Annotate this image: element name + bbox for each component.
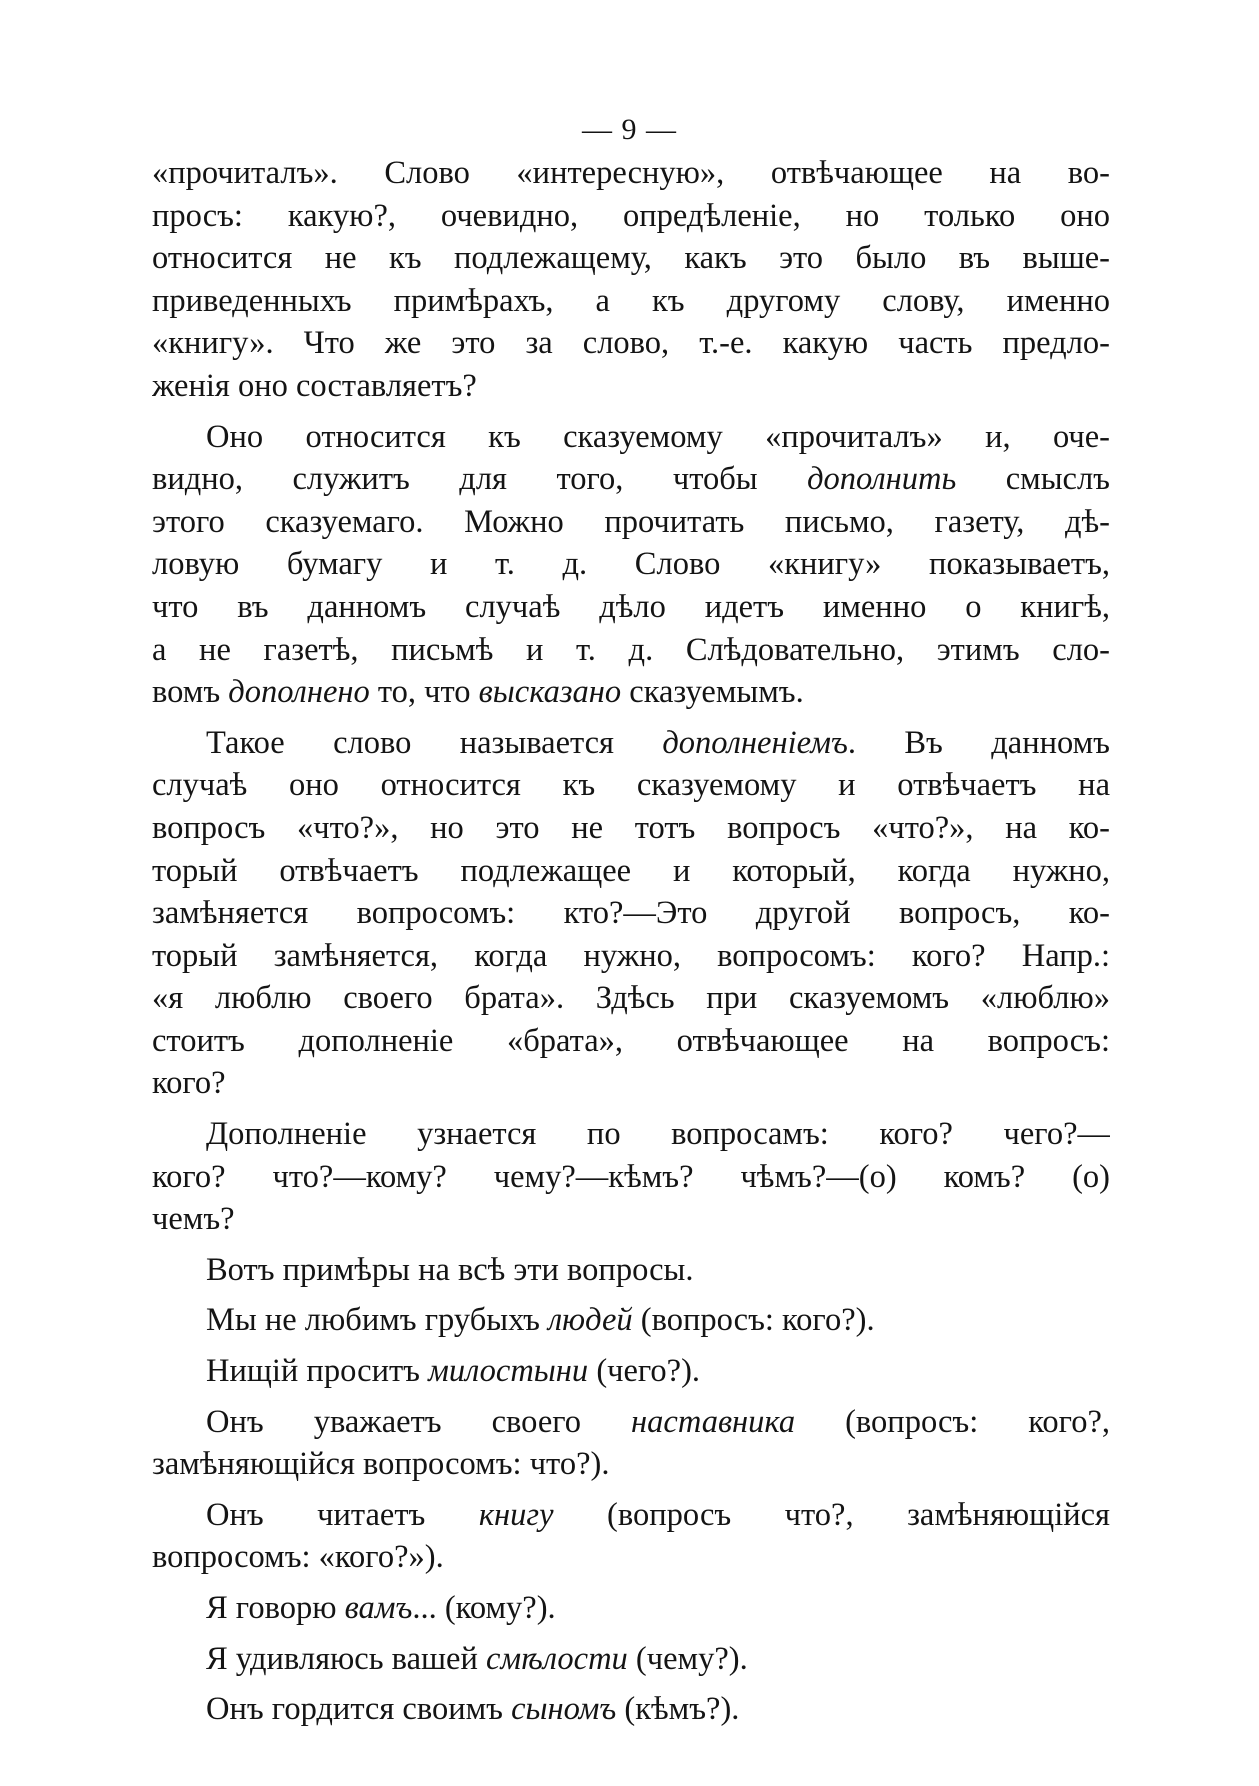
text-line [152, 1638, 1110, 1681]
text-run: сказуемымъ. [621, 674, 804, 711]
text-run: ловую бумагу и т. д. Слово «книгу» показываетъ, [152, 546, 1110, 583]
text-run: . Въ данномъ [847, 724, 1110, 761]
paragraph [152, 1587, 1110, 1630]
text-line [152, 195, 1110, 238]
text-line [152, 1113, 1110, 1156]
italic-term: смѣлости [485, 1640, 628, 1677]
text-line [152, 1062, 1110, 1105]
text-run: «книгу». Что же это за слово, т.-е. какую часть предло- [152, 325, 1110, 362]
text-run: Такое слово называется [206, 724, 663, 761]
text-line [152, 152, 1110, 195]
text-line [152, 1536, 1110, 1579]
text-run: просъ: какую?, очевидно, опредѣленіе, но только оно [152, 197, 1110, 234]
text-run: кого? что?—кому? чему?—кѣмъ? чѣмъ?—(о) комъ? (о) [152, 1158, 1110, 1195]
text-line [152, 237, 1110, 280]
text-run: Онъ уважаетъ своего [206, 1403, 632, 1440]
text-run: замѣняется вопросомъ: кто?—Это другой вопросъ, ко- [152, 895, 1110, 932]
text-run: относится не къ подлежащему, какъ это было въ выше- [152, 240, 1110, 277]
body-text [152, 152, 1110, 1739]
text-line [152, 935, 1110, 978]
text-line [152, 1299, 1110, 1342]
text-run: то, что [369, 674, 479, 711]
paragraph [152, 416, 1110, 714]
text-run: этого сказуемаго. Можно прочитать письмо, газету, дѣ- [152, 503, 1110, 540]
paragraph [152, 1494, 1110, 1579]
italic-term: дополнить [807, 461, 957, 498]
text-run: приведенныхъ примѣрахъ, а къ другому слову, именно [152, 282, 1110, 319]
text-run: смыслъ [956, 461, 1110, 498]
text-line [152, 892, 1110, 935]
text-run: (кѣмъ?). [616, 1691, 740, 1728]
text-run: Онъ гордится своимъ [206, 1691, 512, 1728]
text-run: вопросомъ: «кого?»). [152, 1539, 444, 1576]
italic-term: книгу [478, 1496, 554, 1533]
paragraph [152, 1350, 1110, 1393]
text-run: Мы не любимъ грубыхъ [206, 1302, 549, 1339]
text-run: торый замѣняется, когда нужно, вопросомъ: кого? Напр.: [152, 937, 1110, 974]
text-run: Я удивляюсь вашей [206, 1640, 486, 1677]
text-line [152, 1494, 1110, 1537]
text-line [152, 586, 1110, 629]
text-run: Оно относится къ сказуемому «прочиталъ» и, оче- [206, 418, 1110, 455]
italic-term: наставника [631, 1403, 796, 1440]
text-run: вомъ [152, 674, 229, 711]
text-line [152, 1688, 1110, 1731]
text-run: Дополненіе узнается по вопросамъ: кого? чего?— [206, 1116, 1110, 1153]
text-line [152, 671, 1110, 714]
text-run: а не газетѣ, письмѣ и т. д. Слѣдовательно, этимъ сло- [152, 631, 1110, 668]
italic-term: милостыни [428, 1353, 589, 1390]
text-run: женія оно составляетъ? [152, 367, 477, 404]
text-run: стоитъ дополненіе «брата», отвѣчающее на вопросъ: [152, 1022, 1110, 1059]
text-run: «я люблю своего брата». Здѣсь при сказуемомъ «люблю» [152, 980, 1110, 1017]
italic-term: дополнено [228, 674, 370, 711]
text-line [152, 1156, 1110, 1199]
text-run: Я говорю [206, 1590, 345, 1626]
italic-term: вамъ [344, 1590, 413, 1626]
page-number: — 9 — [582, 113, 677, 146]
text-run: (вопросъ что?, замѣняющійся [553, 1496, 1110, 1533]
paragraph [152, 1638, 1110, 1681]
text-line [152, 722, 1110, 765]
text-run: видно, служитъ для того, чтобы [152, 461, 808, 498]
paragraph [152, 1113, 1110, 1241]
text-line [152, 977, 1110, 1020]
paragraph [152, 1688, 1110, 1731]
text-run: вопросъ «что?», но это не тотъ вопросъ «что?», на ко- [152, 809, 1110, 846]
text-line [152, 1198, 1110, 1241]
text-run: Нищій проситъ [206, 1353, 429, 1390]
italic-term: сыномъ [511, 1691, 617, 1728]
italic-term: высказано [478, 674, 622, 711]
text-line [152, 1401, 1110, 1444]
text-line [152, 1443, 1110, 1486]
italic-term: дополненіемъ [662, 724, 848, 761]
text-line [152, 280, 1110, 323]
text-run: (чего?). [588, 1353, 701, 1390]
paragraph [152, 1249, 1110, 1292]
text-run: чемъ? [152, 1201, 235, 1238]
paragraph [152, 722, 1110, 1105]
text-line [152, 764, 1110, 807]
text-line [152, 1249, 1110, 1292]
text-run: (вопросъ: кого?). [632, 1302, 875, 1339]
text-line [152, 1020, 1110, 1063]
text-run: торый отвѣчаетъ подлежащее и который, когда нужно, [152, 852, 1110, 889]
text-run: Вотъ примѣры на всѣ эти вопросы. [206, 1251, 694, 1288]
text-run: что въ данномъ случаѣ дѣло идетъ именно о книгѣ, [152, 588, 1110, 625]
text-line [152, 458, 1110, 501]
text-line [152, 543, 1110, 586]
text-run: Онъ читаетъ [206, 1496, 479, 1533]
text-line [152, 365, 1110, 408]
text-run: (чему?). [627, 1640, 748, 1677]
text-line [152, 629, 1110, 672]
text-line [152, 1587, 1110, 1630]
text-run: кого? [152, 1065, 226, 1102]
text-line [152, 850, 1110, 893]
text-line [152, 501, 1110, 544]
text-line [152, 807, 1110, 850]
paragraph [152, 1299, 1110, 1342]
text-line [152, 322, 1110, 365]
text-run: «прочиталъ». Слово «интересную», отвѣчающее на во- [152, 155, 1110, 191]
text-run: ... (кому?). [412, 1590, 556, 1626]
paragraph [152, 152, 1110, 408]
text-line [152, 416, 1110, 459]
text-line [152, 1350, 1110, 1393]
paragraph [152, 1401, 1110, 1486]
text-run: замѣняющійся вопросомъ: что?). [152, 1446, 610, 1483]
italic-term: людей [548, 1302, 633, 1339]
text-run: случаѣ оно относится къ сказуемому и отвѣчаетъ на [152, 767, 1110, 804]
text-run: (вопросъ: кого?, [795, 1403, 1110, 1440]
